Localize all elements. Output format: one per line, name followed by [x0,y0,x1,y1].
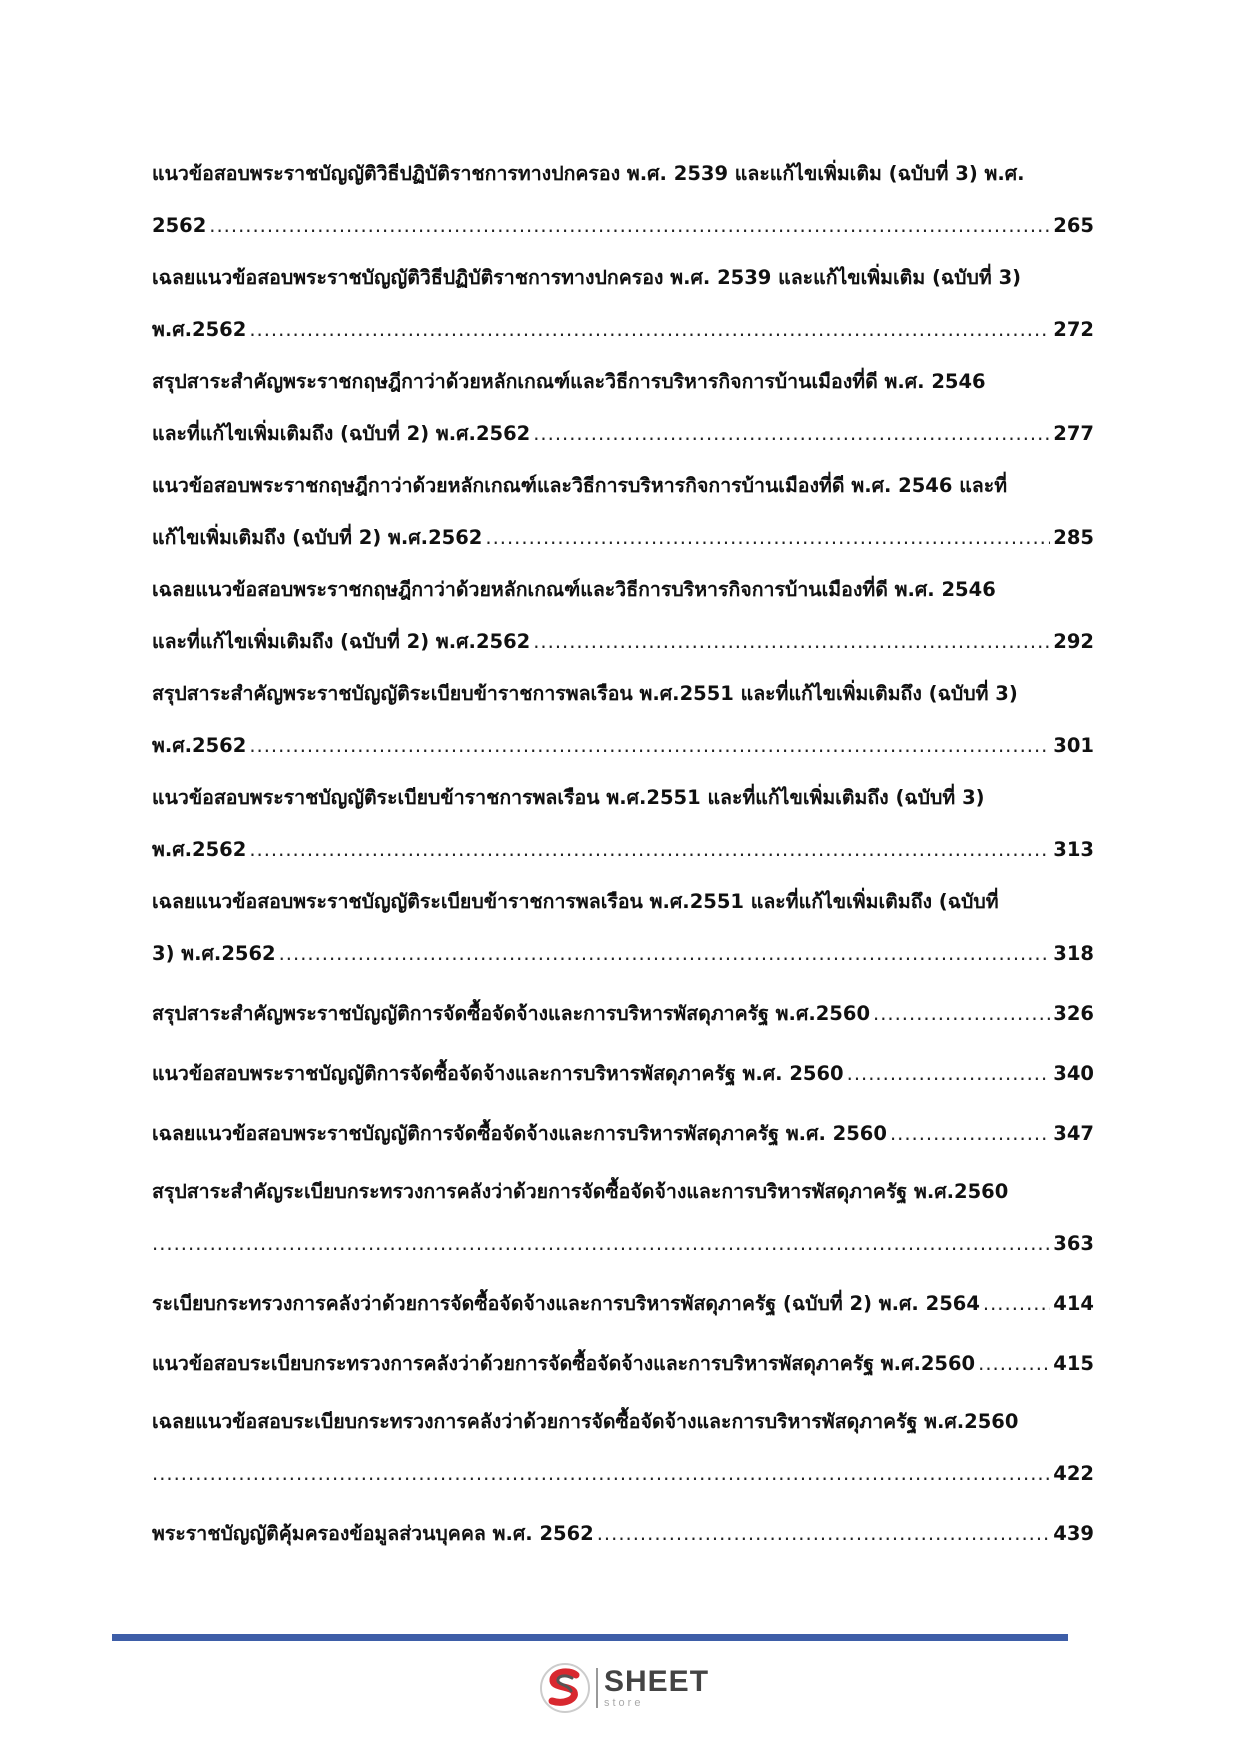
toc-page-number: 277 [1053,422,1094,445]
toc-page-number: 313 [1053,838,1094,861]
toc-entry-title: ระเบียบกระทรวงการคลังว่าด้วยการจัดซื้อจัดจ้างและการบริหารพัสดุภาครัฐ (ฉบับที่ 2) พ.ศ. 2564 [152,1292,980,1315]
toc-entry-line [152,252,1094,304]
toc-entry-title-cont: และที่แก้ไขเพิ่มเติมถึง (ฉบับที่ 2) พ.ศ.2562 [152,422,531,445]
toc-entry-title-cont: และที่แก้ไขเพิ่มเติมถึง (ฉบับที่ 2) พ.ศ.2562 [152,630,531,653]
toc-entry-line [152,1218,1094,1270]
toc-entry-line [152,512,1094,564]
toc-entry-title: สรุปสาระสำคัญพระราชกฤษฎีกาว่าด้วยหลักเกณฑ์และวิธีการบริหารกิจการบ้านเมืองที่ดี พ.ศ. 2546 [152,370,986,393]
toc-page-number: 292 [1053,630,1094,653]
toc-entry[interactable] [152,148,1094,252]
dot-leader [209,200,1050,252]
toc-entry-title: พระราชบัญญัติคุ้มครองข้อมูลส่วนบุคคล พ.ศ. 2562 [152,1522,594,1545]
toc-entry[interactable] [152,1108,1094,1160]
toc-entry-title: เฉลยแนวข้อสอบพระราชกฤษฎีกาว่าด้วยหลักเกณฑ์และวิธีการบริหารกิจการบ้านเมืองที่ดี พ.ศ. 2546 [152,578,996,601]
dot-leader [485,512,1050,564]
toc-page-number: 318 [1053,942,1094,965]
toc-entry-title: แนวข้อสอบพระราชกฤษฎีกาว่าด้วยหลักเกณฑ์และวิธีการบริหารกิจการบ้านเมืองที่ดี พ.ศ. 2546 และที่ [152,474,1008,497]
toc-entry-line [152,824,1094,876]
toc-entry-line [152,148,1094,200]
dot-leader [533,408,1050,460]
toc-page-number: 422 [1053,1462,1094,1485]
toc-entry[interactable] [152,460,1094,564]
dot-leader [978,1338,1050,1390]
dot-leader [597,1508,1051,1560]
toc-entry-line [152,1338,1094,1390]
dot-leader [249,720,1050,772]
toc-page-number: 347 [1053,1122,1094,1145]
toc-entry-line [152,616,1094,668]
toc-page-number: 285 [1053,526,1094,549]
toc-page-number: 415 [1053,1352,1094,1375]
toc-entry-line [152,200,1094,252]
toc-entry-title: แนวข้อสอบพระราชบัญญัติวิธีปฏิบัติราชการทางปกครอง พ.ศ. 2539 และแก้ไขเพิ่มเติม (ฉบับที่ 3) พ.ศ. [152,162,1025,185]
toc-entry-title: เฉลยแนวข้อสอบพระราชบัญญัติวิธีปฏิบัติราชการทางปกครอง พ.ศ. 2539 และแก้ไขเพิ่มเติม (ฉบับที่ 3) [152,266,1022,289]
toc-entry-line [152,1108,1094,1160]
dot-leader [152,1448,1050,1500]
dot-leader [279,928,1051,980]
s-logo-icon [538,1661,592,1715]
toc-page-number: 414 [1053,1292,1094,1315]
toc-entry-title: แนวข้อสอบพระราชบัญญัติการจัดซื้อจัดจ้างและการบริหารพัสดุภาครัฐ พ.ศ. 2560 [152,1062,844,1085]
toc-entry[interactable] [152,772,1094,876]
sheet-store-logo [538,1660,718,1716]
toc-entry[interactable] [152,668,1094,772]
toc-entry-line [152,1166,1094,1218]
toc-entry[interactable] [152,1166,1094,1270]
toc-entry[interactable] [152,252,1094,356]
toc-entry-line [152,356,1094,408]
dot-leader [847,1048,1051,1100]
dot-leader [983,1278,1050,1330]
toc-page-number: 363 [1053,1232,1094,1255]
toc-page-number: 272 [1053,318,1094,341]
toc-entry-title: แนวข้อสอบระเบียบกระทรวงการคลังว่าด้วยการจัดซื้อจัดจ้างและการบริหารพัสดุภาครัฐ พ.ศ.2560 [152,1352,976,1375]
toc-entry-line [152,988,1094,1040]
toc-entry[interactable] [152,1048,1094,1100]
logo-brand-sub: store [604,1697,644,1709]
toc-entry-title: เฉลยแนวข้อสอบระเบียบกระทรวงการคลังว่าด้วยการจัดซื้อจัดจ้างและการบริหารพัสดุภาครัฐ พ.ศ.2560 [152,1410,1019,1433]
toc-entry-title: เฉลยแนวข้อสอบพระราชบัญญัติระเบียบข้าราชการพลเรือน พ.ศ.2551 และที่แก้ไขเพิ่มเติมถึง (ฉบับที่ [152,890,999,913]
toc-page-number: 301 [1053,734,1094,757]
toc-page-number: 265 [1053,214,1094,237]
table-of-contents [152,148,1094,1560]
toc-entry-line [152,668,1094,720]
dot-leader [249,824,1050,876]
toc-page-number: 439 [1053,1522,1094,1545]
toc-entry-line [152,876,1094,928]
toc-entry-line [152,1278,1094,1330]
toc-entry-title: แนวข้อสอบพระราชบัญญัติระเบียบข้าราชการพลเรือน พ.ศ.2551 และที่แก้ไขเพิ่มเติมถึง (ฉบับที่ 3) [152,786,985,809]
toc-entry-line [152,720,1094,772]
toc-entry[interactable] [152,1508,1094,1560]
toc-entry[interactable] [152,1338,1094,1390]
toc-entry[interactable] [152,356,1094,460]
toc-entry-title: สรุปสาระสำคัญพระราชบัญญัติระเบียบข้าราชการพลเรือน พ.ศ.2551 และที่แก้ไขเพิ่มเติมถึง (ฉบับที่ 3) [152,682,1018,705]
toc-entry-line [152,1448,1094,1500]
toc-entry-line [152,772,1094,824]
toc-entry-line [152,1508,1094,1560]
toc-entry-line [152,564,1094,616]
toc-entry[interactable] [152,988,1094,1040]
toc-entry[interactable] [152,564,1094,668]
toc-entry-line [152,928,1094,980]
toc-entry-title-cont: พ.ศ.2562 [152,318,247,341]
toc-entry-title: สรุปสาระสำคัญระเบียบกระทรวงการคลังว่าด้วยการจัดซื้อจัดจ้างและการบริหารพัสดุภาครัฐ พ.ศ.2560 [152,1180,1009,1203]
logo-brand: SHEET [604,1665,710,1698]
toc-entry[interactable] [152,876,1094,980]
dot-leader [890,1108,1050,1160]
toc-entry-line [152,304,1094,356]
dot-leader [152,1218,1050,1270]
toc-entry-title: สรุปสาระสำคัญพระราชบัญญัติการจัดซื้อจัดจ้างและการบริหารพัสดุภาครัฐ พ.ศ.2560 [152,1002,871,1025]
toc-entry-title-cont: 2562 [152,214,207,237]
toc-page-number: 340 [1053,1062,1094,1085]
toc-entry-title-cont: พ.ศ.2562 [152,838,247,861]
logo-wordmark [604,1667,709,1709]
dot-leader [873,988,1050,1040]
toc-entry-title-cont: แก้ไขเพิ่มเติมถึง (ฉบับที่ 2) พ.ศ.2562 [152,526,483,549]
toc-entry[interactable] [152,1396,1094,1500]
toc-entry-line [152,408,1094,460]
logo-separator [596,1668,598,1708]
toc-entry-title-cont: พ.ศ.2562 [152,734,247,757]
toc-entry-line [152,1396,1094,1448]
toc-entry-title-cont: 3) พ.ศ.2562 [152,942,276,965]
toc-entry-title: เฉลยแนวข้อสอบพระราชบัญญัติการจัดซื้อจัดจ้างและการบริหารพัสดุภาครัฐ พ.ศ. 2560 [152,1122,887,1145]
footer-rule [112,1634,1068,1641]
dot-leader [533,616,1050,668]
toc-entry[interactable] [152,1278,1094,1330]
toc-entry-line [152,460,1094,512]
toc-page-number: 326 [1053,1002,1094,1025]
toc-entry-line [152,1048,1094,1100]
dot-leader [249,304,1050,356]
